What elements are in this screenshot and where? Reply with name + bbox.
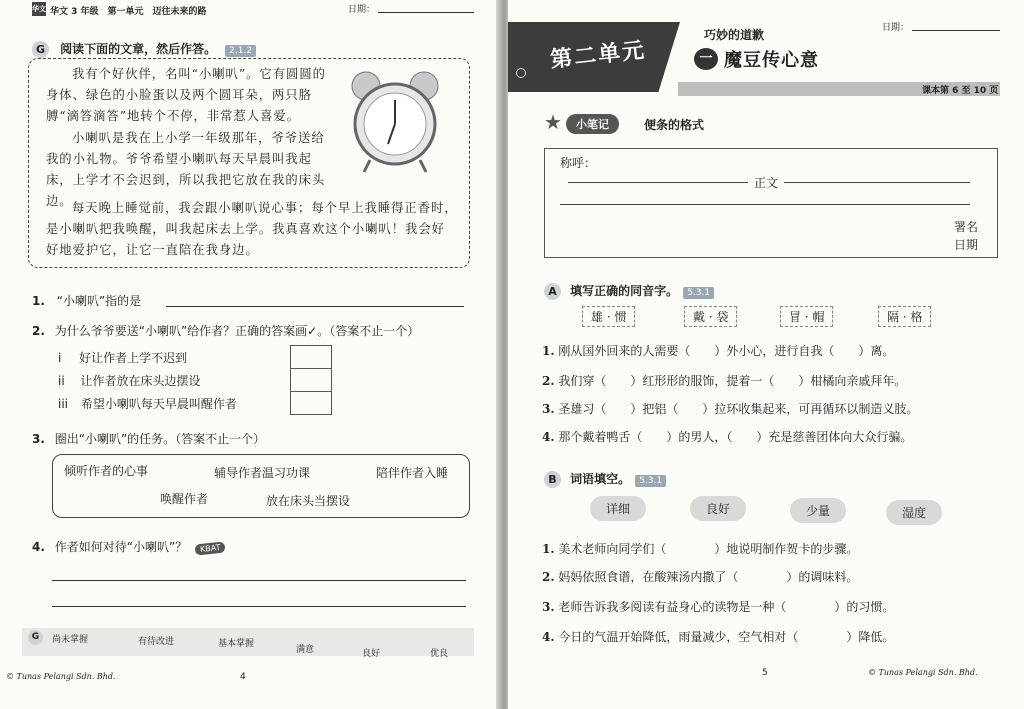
word-choice: 湿度 — [886, 500, 942, 525]
homophone-pair: 隔 · 格 — [878, 306, 931, 327]
passage-paragraph-3: 每天晚上睡觉前，我会跟小喇叭说心事；每个早上我睡得正香时，是小喇叭把我唤醒，叫我起床去上学。我真喜欢这个小喇叭！我会好好地爱护它，让它一直陪在我身边。 — [46, 201, 458, 257]
alarm-clock-icon — [340, 64, 450, 176]
note-signature: 署名 — [954, 220, 979, 234]
question-a2: 2. 我们穿（ ）红形形的服饰，提着一（ ）柑橘向亲戚拜年。 — [542, 374, 907, 388]
q2-option-i: i 好让作者上学不迟到 — [58, 351, 188, 365]
q2-option-iii: iii 希望小喇叭每天早晨叫醒作者 — [58, 397, 237, 411]
lesson-title: 魔豆传心意 — [724, 50, 819, 71]
lesson-subtitle: 巧妙的道歉 — [704, 28, 765, 42]
question-b4: 4. 今日的气温开始降低，雨量减少，空气相对（ ）降低。 — [542, 630, 895, 644]
unit-title: 第二单元 — [549, 38, 648, 73]
checkbox-option-i[interactable] — [290, 345, 332, 369]
note-date: 日期 — [954, 238, 979, 252]
notes-label: 小笔记 — [566, 114, 619, 134]
question-b3: 3. 老师告诉我多阅读有益身心的读物是一种（ ）的习惯。 — [542, 600, 895, 614]
question-b2: 2. 妈妈依照食谱，在酸辣汤内撒了（ ）的调味料。 — [542, 570, 859, 584]
homophone-pair: 雄 · 惯 — [582, 306, 635, 327]
note-body-line-2 — [560, 204, 970, 205]
question-a1: 1. 刚从国外回来的人需要（ ）外小心，进行自我（ ）离。 — [542, 344, 895, 358]
copyright: © Tunas Pelangi Sdn. Bhd. — [6, 672, 116, 681]
question-3: 3. 圈出“小喇叭”的任务。（答案不止一个） — [32, 432, 266, 446]
right-page — [508, 0, 1024, 709]
rating-level[interactable]: 优良 — [430, 649, 449, 659]
task-word[interactable]: 辅导作者温习功课 — [214, 466, 311, 480]
lesson-number: 一 — [694, 48, 718, 70]
kbat-tag: KBAT — [195, 541, 226, 555]
section-letter: A — [544, 283, 561, 300]
passage-paragraph-1: 我有个好伙伴，名叫“小喇叭”。它有圆圆的身体、绿色的小脸蛋以及两个圆耳朵，两只胳膊“滴答滴答”地转个不停，非常惹人喜爱。 — [46, 67, 326, 123]
page-number: 4 — [240, 672, 246, 682]
question-1: 1. “小喇叭”指的是 — [32, 294, 142, 308]
copyright: © Tunas Pelangi Sdn. Bhd. — [868, 668, 978, 677]
left-page — [0, 0, 500, 709]
date-label: 日期： — [882, 23, 910, 33]
task-word[interactable]: 陪伴作者入睡 — [376, 466, 449, 480]
date-label: 日期： — [348, 5, 376, 15]
question-4: 4. 作者如何对待“小喇叭”？ KBAT — [32, 538, 226, 555]
date-line[interactable] — [912, 30, 1000, 31]
note-body: 正文 — [748, 174, 784, 191]
notes-title: 便条的格式 — [644, 118, 705, 132]
note-salutation: 称呼： — [560, 156, 597, 170]
q2-option-ii: ii 让作者放在床头边摆设 — [58, 374, 201, 388]
word-choice: 良好 — [690, 496, 746, 521]
section-letter: B — [544, 471, 561, 488]
task-word[interactable]: 唤醒作者 — [160, 492, 209, 506]
rating-level[interactable]: 良好 — [362, 649, 381, 659]
task-word[interactable]: 放在床头当摆设 — [266, 494, 351, 508]
passage-paragraph-2: 小喇叭是我在上小学一年级那年，爷爷送给我的小礼物。爷爷希望小喇叭每天早晨叫我起床，上学才不会迟到，所以我把它放在我的床头边。 — [46, 131, 326, 208]
date-line[interactable] — [378, 12, 474, 13]
homophone-pair: 冒 · 帽 — [780, 306, 833, 327]
section-g-heading — [32, 38, 256, 58]
checkbox-option-ii[interactable] — [290, 368, 332, 392]
section-letter: G — [32, 41, 49, 58]
skill-code: 5.3.1 — [635, 475, 666, 487]
word-choice: 详细 — [590, 496, 646, 521]
series-logo: 华文 — [32, 2, 46, 16]
word-choice: 少量 — [790, 498, 846, 523]
rating-letter: G — [28, 630, 43, 645]
banner-hole — [516, 68, 526, 78]
textbook-ref: 课本第 6 至 10 页 — [922, 86, 999, 96]
checkbox-option-iii[interactable] — [290, 391, 332, 415]
page-number: 5 — [762, 668, 768, 678]
skill-code: 2.1.2 — [225, 45, 256, 57]
note-format-box — [544, 148, 998, 258]
question-a3: 3. 圣雄习（ ）把铝（ ）拉环收集起来，可再循环以制造义肢。 — [542, 402, 919, 416]
skill-code: 5.3.1 — [683, 287, 714, 299]
rating-level[interactable]: 有待改进 — [138, 637, 175, 647]
rating-level[interactable]: 尚未掌握 — [52, 635, 89, 645]
question-a4: 4. 那个戴着鸭舌（ ）的男人，（ ）充是慈善团体向大众行骗。 — [542, 430, 913, 444]
homophone-pair: 戴 · 袋 — [684, 306, 737, 327]
task-word[interactable]: 倾听作者的心事 — [64, 464, 149, 478]
header-title: 华文 3 年级 第一单元 迈往未来的路 — [50, 7, 207, 17]
section-a-heading — [544, 280, 714, 300]
rating-level[interactable]: 满意 — [296, 645, 315, 655]
star-icon: ★ — [544, 110, 562, 134]
answer-line-q1[interactable] — [166, 306, 464, 307]
question-2: 2. 为什么爷爷要送“小喇叭”给作者？正确的答案画✓。（答案不止一个） — [32, 324, 420, 338]
rating-level[interactable]: 基本掌握 — [218, 639, 255, 649]
section-b-heading — [544, 468, 666, 488]
instruction: 阅读下面的文章，然后作答。 — [60, 42, 217, 56]
question-b1: 1. 美术老师向同学们（ ）地说明制作贺卡的步骤。 — [542, 542, 859, 556]
answer-line-q4-1[interactable] — [52, 580, 466, 581]
instruction: 填写正确的同音字。 — [570, 284, 679, 298]
clock-illustration — [340, 64, 450, 176]
answer-line-q4-2[interactable] — [52, 606, 466, 607]
instruction: 词语填空。 — [570, 472, 631, 486]
